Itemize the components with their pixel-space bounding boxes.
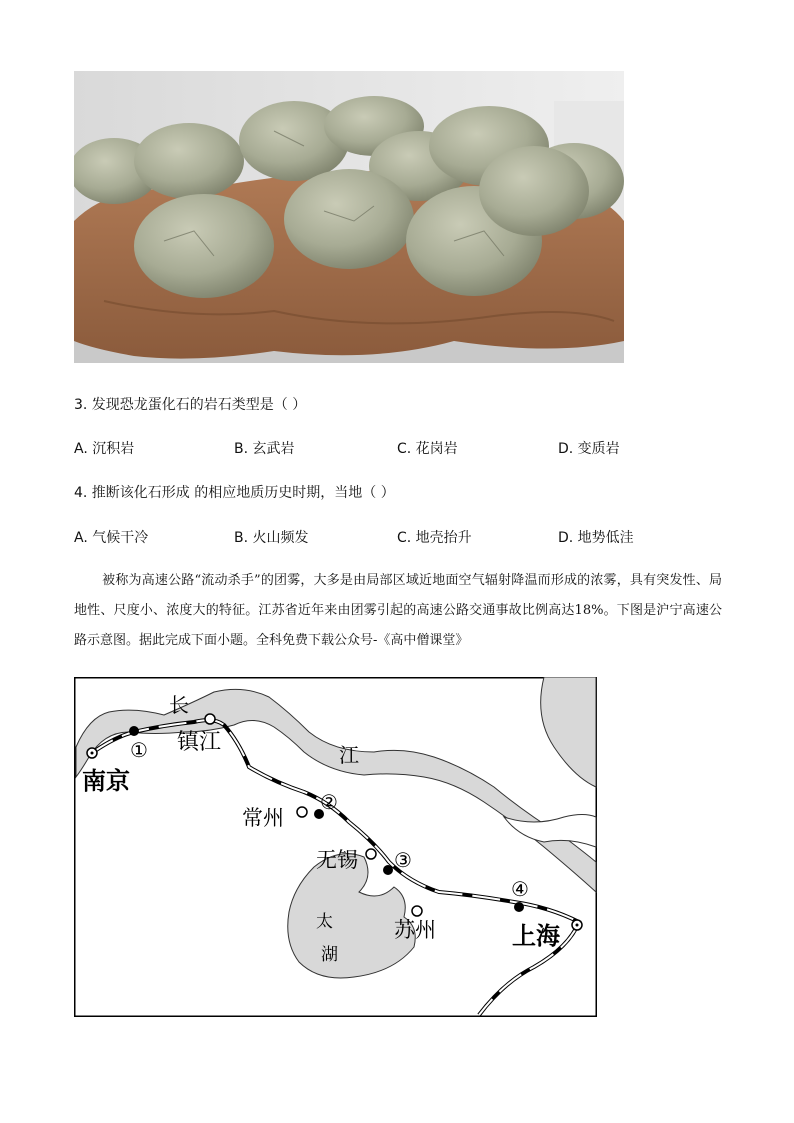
question-3-stem: 3. 发现恐龙蛋化石的岩石类型是（ ） (74, 397, 307, 413)
question-4-option-c: C. 地壳抬升 (397, 530, 472, 546)
city-label-suzhou: 苏州 (394, 918, 436, 942)
city-label-changzhou: 常州 (242, 806, 284, 830)
question-4-option-a: A. 气候干冷 (74, 530, 149, 546)
expressway-map (74, 677, 597, 1017)
question-4-option-d: D. 地势低洼 (558, 530, 634, 546)
lake-label-hu: 湖 (321, 945, 338, 965)
reading-passage (74, 566, 722, 656)
river-label-chang: 长 (169, 693, 189, 717)
question-4-stem: 4. 推断该化石形成 的相应地质历史时期，当地（ ） (74, 485, 395, 501)
city-label-zhenjiang: 镇江 (177, 730, 222, 755)
lake-label-tai: 太 (316, 912, 333, 932)
river-label-jiang: 江 (339, 743, 359, 767)
question-3-option-a: A. 沉积岩 (74, 441, 135, 457)
question-3-option-c: C. 花岗岩 (397, 441, 458, 457)
marker-1: ① (130, 738, 148, 762)
city-label-wuxi: 无锡 (316, 848, 358, 872)
marker-3: ③ (394, 848, 412, 872)
city-label-shanghai: 上海 (512, 922, 560, 950)
question-3-option-d: D. 变质岩 (558, 441, 620, 457)
marker-4: ④ (511, 877, 529, 901)
city-label-nanjing: 南京 (82, 767, 130, 795)
marker-2: ② (320, 790, 338, 814)
question-4-option-b: B. 火山频发 (234, 530, 309, 546)
question-3-option-b: B. 玄武岩 (234, 441, 295, 457)
passage-text: 被称为高速公路“流动杀手”的团雾，大多是由局部区域近地面空气辐射降温而形成的浓雾，具有突发性、局地性、尺度小、浓度大的特征。江苏省近年来由团雾引起的高速公路交通事故比例高达18%。下图是沪宁高速公路示意图。据此完成下面小题。全科免费下载公众号-《高中僧课堂》 (74, 573, 722, 648)
dinosaur-egg-fossil-photo (74, 71, 624, 363)
